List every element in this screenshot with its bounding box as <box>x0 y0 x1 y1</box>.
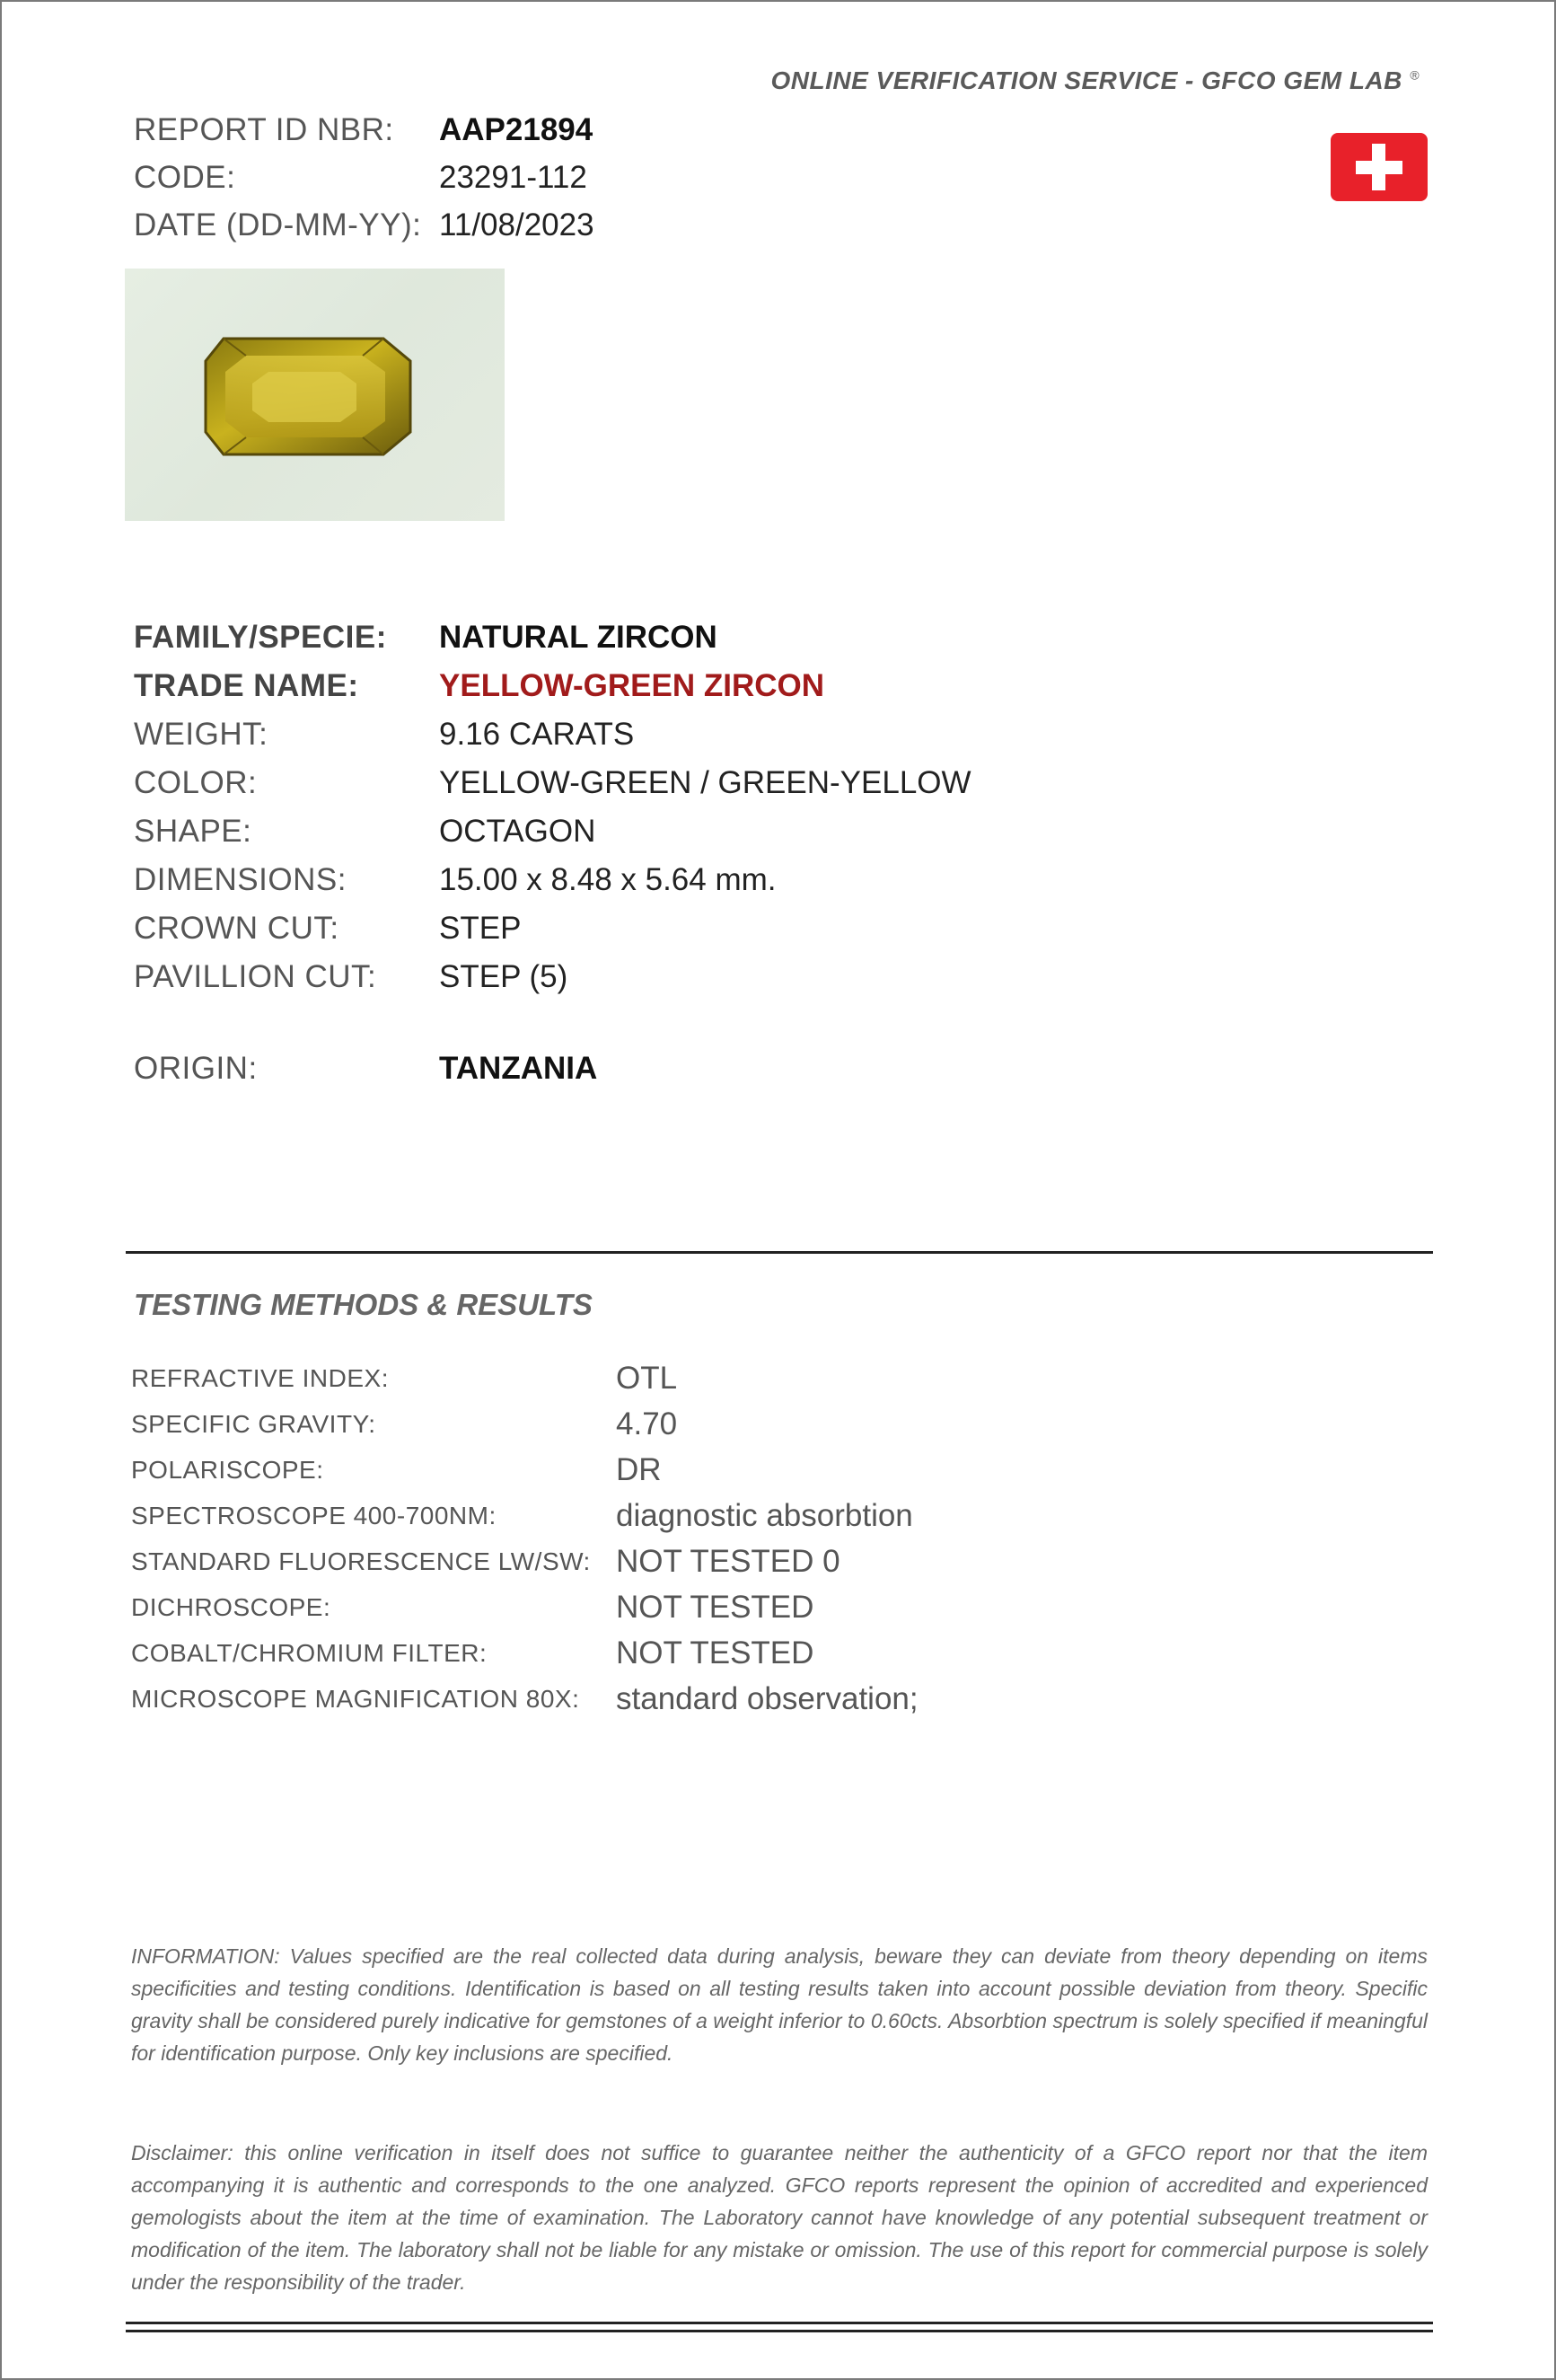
gemstone-photo <box>125 269 505 521</box>
shape-value: OCTAGON <box>439 814 596 849</box>
test-row <box>131 1401 919 1447</box>
test-label: SPECTROSCOPE 400-700NM: <box>131 1501 497 1529</box>
trade-name-value: YELLOW-GREEN ZIRCON <box>439 668 825 703</box>
trade-name-label: TRADE NAME: <box>134 668 359 703</box>
date-row <box>134 201 594 249</box>
color-row <box>134 759 971 807</box>
color-value: YELLOW-GREEN / GREEN-YELLOW <box>439 765 971 800</box>
weight-row <box>134 710 971 759</box>
information-note: INFORMATION: Values specified are the real collected data during analysis, beware they can deviate from theory depending on items specificities and testing conditions. Identification is based on all testing results taken into account possible deviation from theory. Specific gravity shall be considered purely indicative for gemstones of a weight inferior to 0.60cts. Absorbtion spectrum is solely specified if meaningful for identification purpose. Only key inclusions are specified. <box>131 1944 1428 2065</box>
registered-mark: ® <box>1410 67 1420 83</box>
section-divider <box>126 1251 1433 1254</box>
pavillion-cut-value: STEP (5) <box>439 959 568 994</box>
test-row <box>131 1447 919 1493</box>
pavillion-cut-label: PAVILLION CUT: <box>134 959 377 994</box>
test-row <box>131 1355 919 1401</box>
test-label: COBALT/CHROMIUM FILTER: <box>131 1638 488 1667</box>
pavillion-cut-row <box>134 953 971 1001</box>
test-label: SPECIFIC GRAVITY: <box>131 1409 376 1438</box>
family-label: FAMILY/SPECIE: <box>134 620 387 655</box>
dimensions-label: DIMENSIONS: <box>134 862 347 897</box>
test-value: diagnostic absorbtion <box>616 1497 913 1533</box>
color-label: COLOR: <box>134 765 258 800</box>
footer-divider-bottom <box>126 2330 1433 2332</box>
disclaimer-note: Disclaimer: this online verification in itself does not suffice to guarantee neither the authenticity of a GFCO report nor that the item accompanying it is authentic and corresponds to the one analyzed. GFCO reports represent the opinion of accredited and experienced gemologists about the item at the time of examination. The Laboratory cannot have knowledge of any potential subsequent treatment or modification of the item. The laboratory shall not be liable for any mistake or omission. The use of this report for commercial purpose is solely under the responsibility of the trader. <box>131 2141 1428 2294</box>
origin-label: ORIGIN: <box>134 1051 258 1086</box>
testing-title: TESTING METHODS & RESULTS <box>134 1288 593 1321</box>
test-label: REFRACTIVE INDEX: <box>131 1363 389 1392</box>
report-id-label: REPORT ID NBR: <box>134 111 394 147</box>
shape-label: SHAPE: <box>134 814 252 849</box>
crown-cut-value: STEP <box>439 911 522 946</box>
date-value: 11/08/2023 <box>439 207 594 242</box>
test-value: NOT TESTED <box>616 1635 814 1670</box>
test-row <box>131 1676 919 1722</box>
testing-results <box>131 1355 919 1722</box>
crown-cut-row <box>134 904 971 953</box>
origin-value: TANZANIA <box>439 1051 598 1086</box>
weight-value: 9.16 CARATS <box>439 717 635 752</box>
dimensions-value: 15.00 x 8.48 x 5.64 mm. <box>439 862 777 897</box>
report-header <box>134 106 594 249</box>
code-row <box>134 154 594 201</box>
family-row <box>134 613 971 662</box>
dimensions-row <box>134 856 971 904</box>
shape-row <box>134 807 971 856</box>
test-row <box>131 1584 919 1630</box>
family-value: NATURAL ZIRCON <box>439 620 717 655</box>
verification-text: ONLINE VERIFICATION SERVICE - GFCO GEM LAB <box>770 66 1402 94</box>
test-label: STANDARD FLUORESCENCE LW/SW: <box>131 1547 591 1575</box>
test-value: DR <box>616 1451 662 1487</box>
test-value: NOT TESTED <box>616 1589 814 1625</box>
origin-row <box>134 1045 597 1093</box>
swiss-flag-icon <box>1331 133 1428 201</box>
report-id-row <box>134 106 594 154</box>
test-label: DICHROSCOPE: <box>131 1592 331 1621</box>
test-value: standard observation; <box>616 1680 919 1716</box>
weight-label: WEIGHT: <box>134 717 268 752</box>
test-label: MICROSCOPE MAGNIFICATION 80X: <box>131 1684 580 1713</box>
verification-title <box>771 66 1420 95</box>
test-row <box>131 1493 919 1538</box>
code-value: 23291-112 <box>439 159 587 195</box>
code-label: CODE: <box>134 159 236 195</box>
test-row <box>131 1538 919 1584</box>
test-value: OTL <box>616 1360 678 1396</box>
report-id-value: AAP21894 <box>439 111 593 147</box>
test-value: 4.70 <box>616 1406 678 1441</box>
test-row <box>131 1630 919 1676</box>
footer-divider-top <box>126 2322 1433 2324</box>
crown-cut-label: CROWN CUT: <box>134 911 339 946</box>
gem-properties <box>134 613 971 1001</box>
trade-name-row <box>134 662 971 710</box>
test-value: NOT TESTED 0 <box>616 1543 840 1579</box>
date-label: DATE (DD-MM-YY): <box>134 207 422 242</box>
test-label: POLARISCOPE: <box>131 1455 324 1484</box>
origin-section <box>134 1045 597 1093</box>
gemstone-icon <box>125 269 505 521</box>
